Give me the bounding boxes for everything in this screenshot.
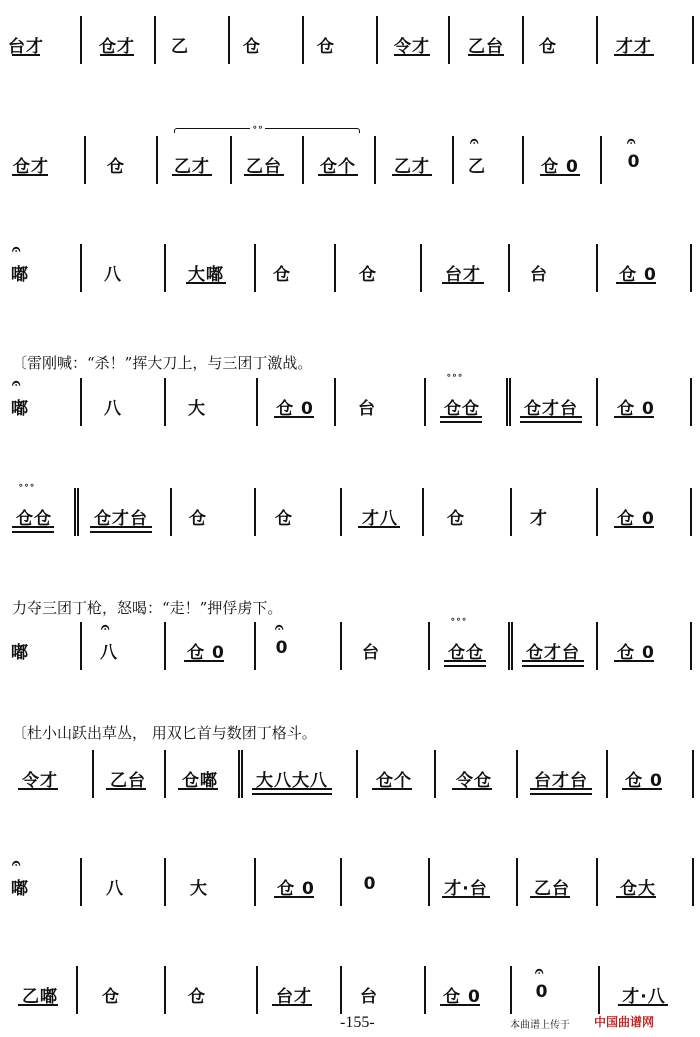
measure-1: 𝄐 嘟 — [11, 854, 29, 899]
measure-1: 仓才 — [13, 157, 49, 177]
measure-5: 台 — [362, 643, 380, 663]
measure-7: 𝄐 乙 — [468, 132, 486, 177]
measure-7: 仓才台 — [516, 620, 590, 672]
score-line-4 — [0, 371, 700, 428]
measure-7: 乙台 — [468, 37, 504, 57]
measure-9: 才才 — [616, 37, 652, 57]
stage-direction: 〔雷刚喊：“杀！”挥大刀上，与三团丁激战。 — [12, 354, 313, 372]
score-line-7 — [0, 748, 700, 800]
score-line-2: ∘∘ 仓才 仓 乙才 乙台 仓个 乙才 𝄐 乙 仓 0 𝄐 0 — [0, 134, 700, 186]
measure-2: 八 — [106, 879, 124, 899]
measure-3: 仓 — [189, 509, 207, 529]
measure-2: 八 — [104, 265, 122, 285]
measure-4: 仓 0 — [268, 376, 322, 428]
measure-5: 仓 — [359, 265, 377, 285]
measure-4: 台才 — [266, 964, 322, 1016]
measure-7: 𝄐 0 — [535, 962, 549, 1002]
measure-1: 𝄐 嘟 — [11, 374, 29, 419]
measure-2: 仓 — [102, 987, 120, 1007]
measure-8: 仓 0 — [616, 748, 672, 800]
score-line-9 — [0, 964, 700, 1016]
page-number: -155- — [340, 1014, 375, 1031]
measure-2: 仓 — [107, 157, 125, 177]
measure-3: 乙 — [171, 37, 189, 57]
measure-6: 才·台 — [436, 856, 496, 908]
measure-1: 台才 — [8, 37, 44, 57]
measure-3: 仓 — [188, 987, 206, 1007]
measure-6: 乙才 — [394, 157, 430, 177]
measure-8: 才·八 — [612, 964, 676, 1016]
measure-1: ∘∘∘ 仓仓 — [6, 486, 62, 538]
stage-direction: 〔杜小山跃出草丛， 用双匕首与数团丁格斗。 — [12, 724, 317, 742]
measure-7: 仓才台 — [514, 376, 588, 428]
measure-3: 大嘟 — [188, 265, 224, 285]
measure-1: 令才 — [12, 748, 68, 800]
measure-1: 𝄐 嘟 — [11, 240, 29, 285]
measure-8: 仓 0 — [610, 242, 666, 294]
measure-8: 仓 0 — [608, 486, 664, 538]
measure-6: 令才 — [394, 37, 430, 57]
measure-5: 仓 — [317, 37, 335, 57]
score-line-5 — [0, 481, 700, 538]
measure-4: 𝄐 0 — [275, 618, 289, 658]
measure-2: 仓才 — [99, 37, 135, 57]
measure-7: 才 — [530, 509, 548, 529]
stage-direction: 力夺三团丁枪，怒喝：“走！”押俘虏下。 — [12, 599, 283, 617]
measure-2: 𝄐 八 — [100, 618, 118, 663]
measure-6: 仓 0 — [434, 964, 490, 1016]
measure-3: 大 — [190, 879, 208, 899]
measure-2: 乙台 — [100, 748, 156, 800]
measure-1: 乙嘟 — [12, 964, 68, 1016]
measure-8: 仓 0 — [541, 157, 579, 177]
measure-3: 大 — [188, 399, 206, 419]
upload-note: 本曲谱上传于 — [510, 1020, 570, 1031]
measure-8: 仓 0 — [608, 376, 664, 428]
measure-7: 乙台 — [524, 856, 580, 908]
measure-4: 仓 0 — [268, 856, 324, 908]
measure-7: 台 — [530, 265, 548, 285]
measure-9: 𝄐 0 — [627, 132, 641, 172]
measure-4: 仓 — [243, 37, 261, 57]
measure-7: 台才台 — [524, 748, 598, 800]
measure-1: 嘟 — [11, 643, 29, 663]
score-line-3 — [0, 242, 700, 294]
measure-6: ∘∘∘ 仓仓 — [438, 620, 494, 672]
measure-3: 乙才 — [174, 157, 210, 177]
measure-6: ∘∘∘ 仓仓 — [434, 376, 490, 428]
measure-5: 仓个 — [366, 748, 422, 800]
score-line-6 — [0, 615, 700, 672]
measure-2: 八 — [104, 399, 122, 419]
measure-6: 令仓 — [446, 748, 502, 800]
measure-4: 乙台 — [246, 157, 282, 177]
measure-6: 台才 — [436, 242, 490, 294]
measure-8: 仓 — [539, 37, 557, 57]
measure-4: 仓 — [275, 509, 293, 529]
measure-5: 台 — [358, 399, 376, 419]
measure-3: 仓 0 — [178, 620, 234, 672]
measure-2: 仓才台 — [84, 486, 158, 538]
site-logo: 中国曲谱网 — [594, 1015, 655, 1029]
measure-5: 才八 — [352, 486, 408, 538]
measure-4: 大八大八 — [246, 748, 338, 800]
measure-5: 0 — [363, 874, 377, 894]
measure-8: 仓大 — [610, 856, 666, 908]
measure-8: 仓 0 — [608, 620, 664, 672]
measure-5: 仓个 — [320, 157, 356, 177]
score-line-1 — [0, 14, 700, 66]
measure-6: 仓 — [447, 509, 465, 529]
score-line-8 — [0, 856, 700, 908]
measure-4: 仓 — [273, 265, 291, 285]
measure-5: 台 — [360, 987, 378, 1007]
measure-3: 仓嘟 — [172, 748, 228, 800]
